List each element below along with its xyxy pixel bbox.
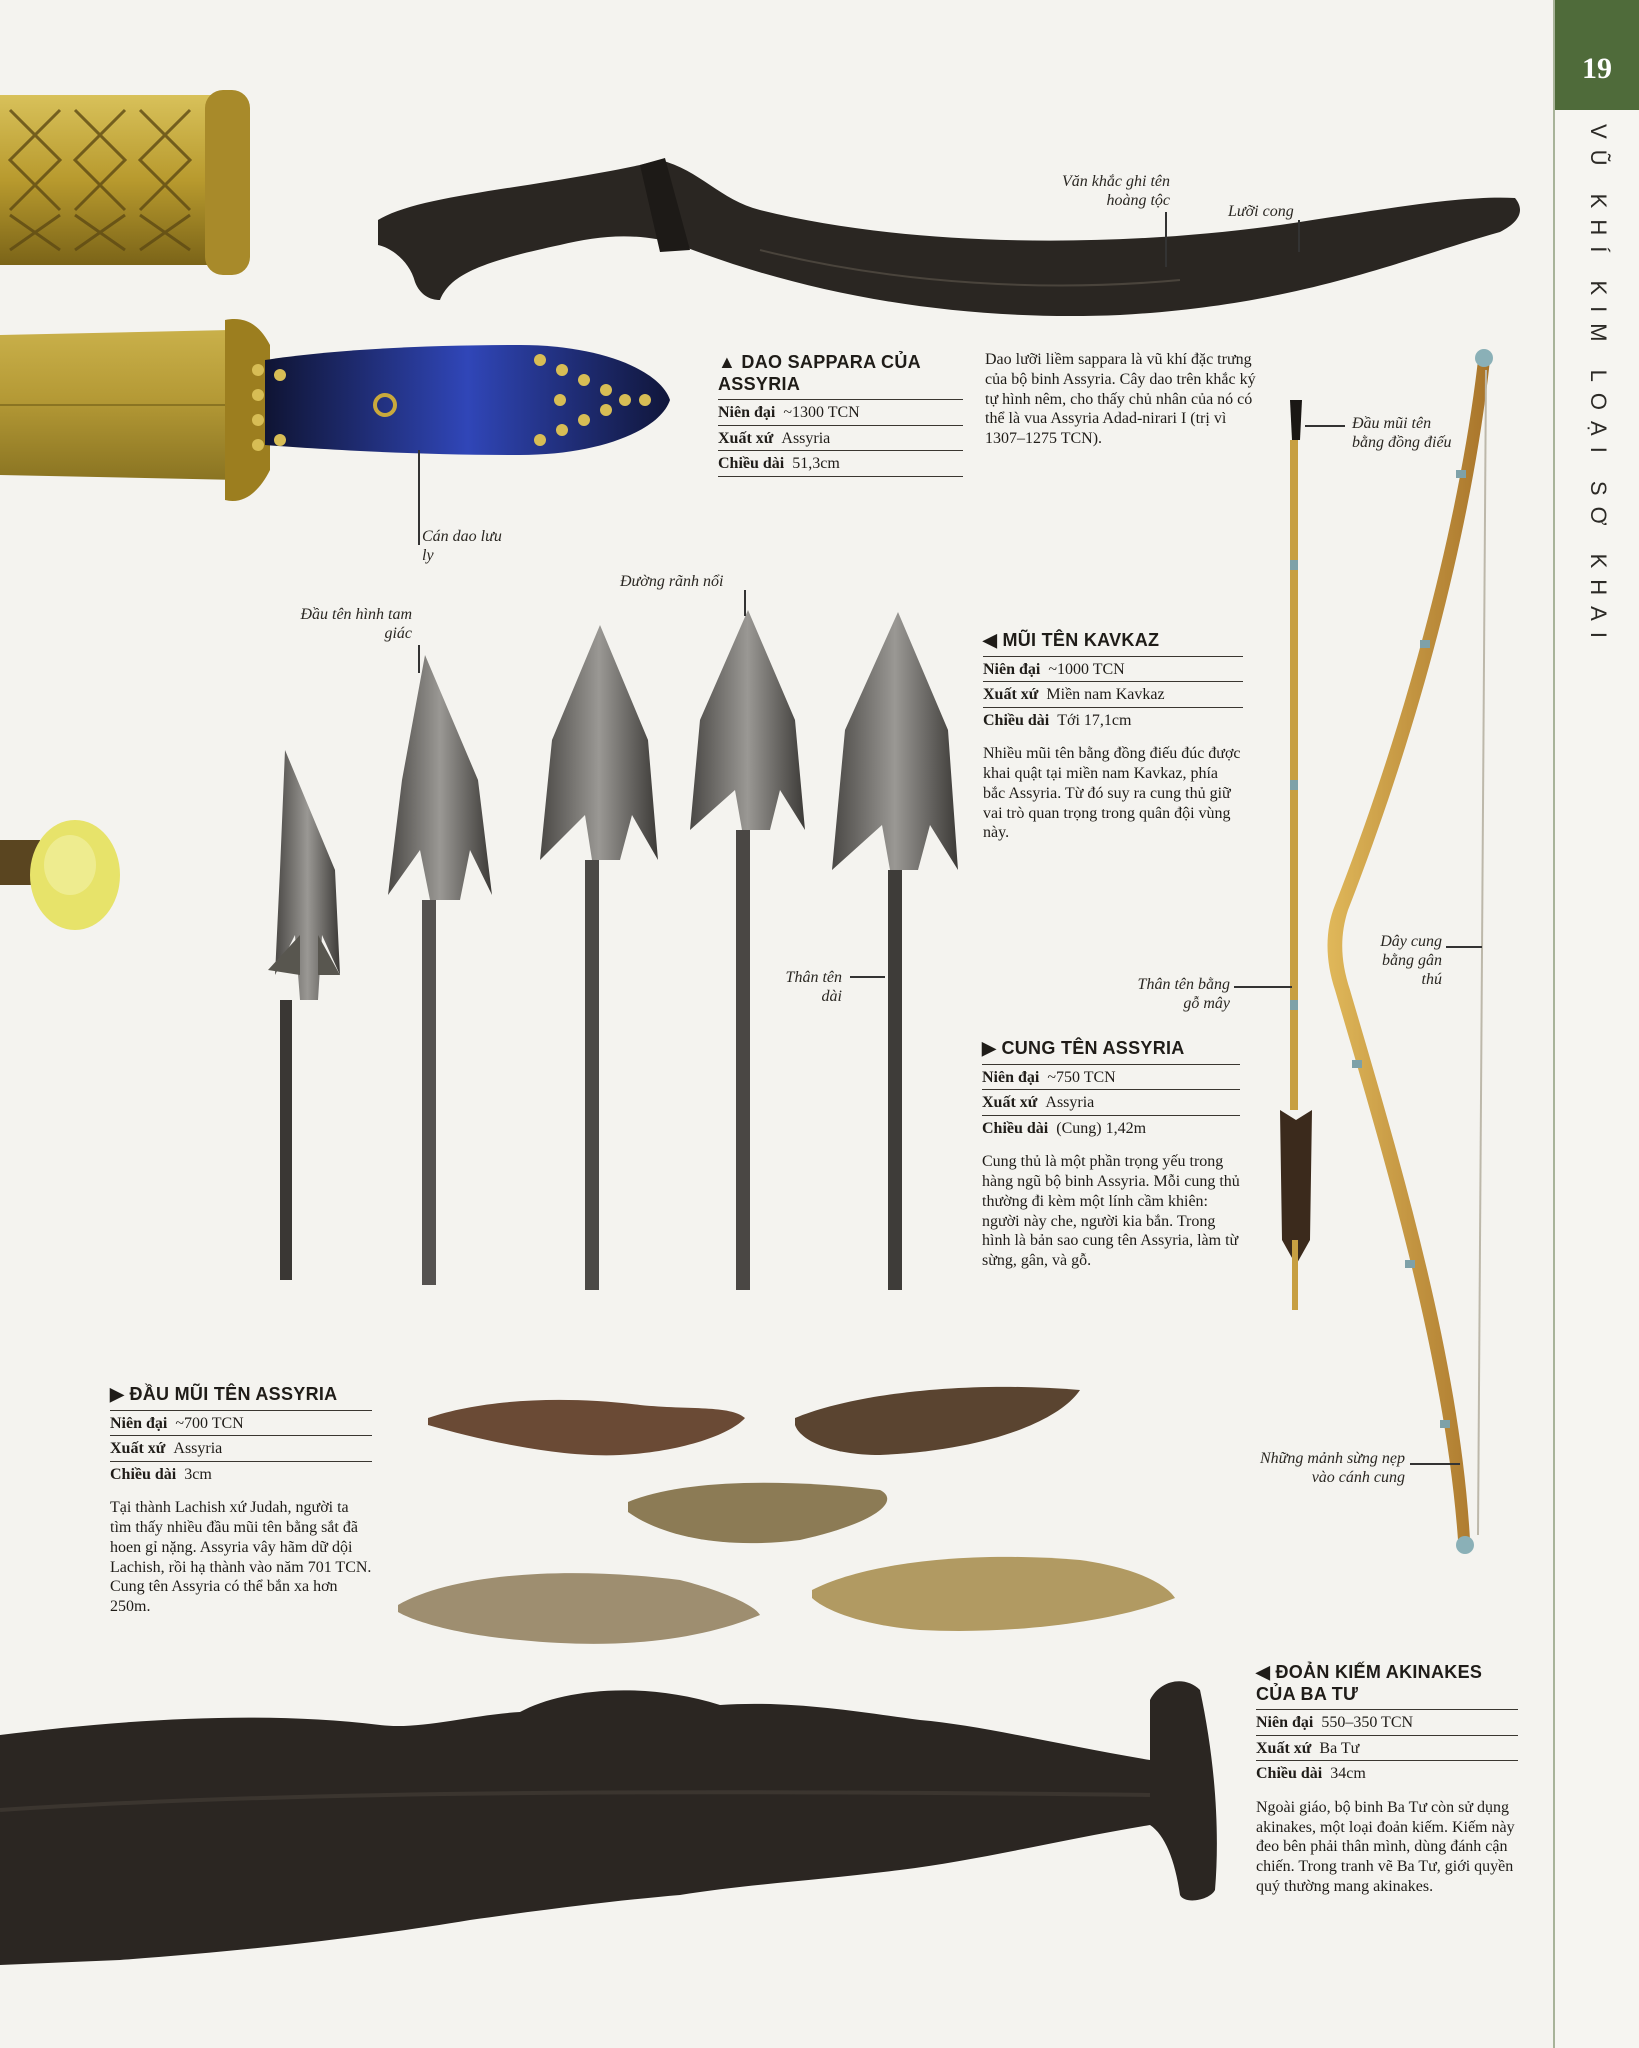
cung-description: Cung thủ là một phần trọng yếu trong hàng ngũ bộ binh Assyria. Mỗi cung thủ thường đi kèm một lính cầm khiên: người này che, người kia bắn. Trong hình là bản sao cung tên Assyria, làm từ sừng, gân, và gỗ. bbox=[982, 1153, 1240, 1270]
info-dau-mui-title: ▶ ĐẦU MŨI TÊN ASSYRIA bbox=[110, 1384, 338, 1404]
info-sappara bbox=[718, 352, 963, 477]
info-sappara-title: ▲ DAO SAPPARA CỦA ASSYRIA bbox=[718, 352, 921, 394]
akinakes-sword-image bbox=[0, 1681, 1217, 1965]
info-dau-mui bbox=[110, 1384, 372, 1617]
kavkaz-arrowheads-image bbox=[268, 610, 958, 1290]
sappara-sword-image bbox=[378, 158, 1520, 316]
label-can-dao: Cán dao lưu ly bbox=[422, 528, 502, 565]
arrowhead-5 bbox=[832, 612, 958, 1290]
info-kavkaz bbox=[983, 630, 1243, 843]
side-tab bbox=[1555, 0, 1639, 2048]
info-row: Xuất xứ Assyria bbox=[982, 1089, 1240, 1115]
info-row: Niên đại ~750 TCN bbox=[982, 1064, 1240, 1090]
label-than-ten-go: Thân tên bằng gỗ mây bbox=[1137, 976, 1230, 1013]
info-row: Niên đại ~1000 TCN bbox=[983, 656, 1243, 682]
arrowhead-3 bbox=[540, 625, 658, 1290]
arrowhead-2 bbox=[388, 655, 492, 1285]
assyrian-arrowheads-image bbox=[398, 1387, 1175, 1644]
info-row: Xuất xứ Ba Tư bbox=[1256, 1735, 1518, 1761]
info-row: Chiều dài (Cung) 1,42m bbox=[982, 1115, 1240, 1141]
info-row: Xuất xứ Assyria bbox=[718, 425, 963, 451]
dau-mui-description: Tại thành Lachish xứ Judah, người ta tìm thấy nhiều đầu mũi tên bằng sắt đã hoen gỉ nặng. Assyria vây hãm dữ dội Lachish, rồi hạ thành vào năm 701 TCN. Cung tên Assyria có thể bắn xa hơn 250m. bbox=[110, 1499, 372, 1616]
info-akinakes-title: ◀ ĐOẢN KIẾM AKINAKES CỦA BA TƯ bbox=[1256, 1662, 1483, 1704]
info-row: Chiều dài 34cm bbox=[1256, 1760, 1518, 1786]
info-row: Niên đại ~1300 TCN bbox=[718, 399, 963, 425]
leader-luoi-cong bbox=[1298, 220, 1300, 252]
info-row: Chiều dài Tới 17,1cm bbox=[983, 707, 1243, 733]
info-cung-title: ▶ CUNG TÊN ASSYRIA bbox=[982, 1038, 1185, 1058]
label-duong-ranh: Đường rãnh nổi bbox=[620, 573, 724, 590]
leader-dau-mui bbox=[1305, 425, 1345, 427]
ivory-pommel-image bbox=[0, 820, 120, 930]
leader-than-go bbox=[1234, 986, 1292, 988]
info-row: Niên đại ~700 TCN bbox=[110, 1410, 372, 1436]
info-row: Xuất xứ Assyria bbox=[110, 1435, 372, 1461]
sappara-description: Dao lưỡi liềm sappara là vũ khí đặc trưng của bộ binh Assyria. Cây dao trên khắc ký tự hình nêm, cho thấy chủ nhân của nó có thể là vua Assyria Adad-nirari I (trị vì 1307–1275 TCN). bbox=[985, 351, 1256, 448]
akinakes-description: Ngoài giáo, bộ binh Ba Tư còn sử dụng akinakes, một loại đoản kiếm. Kiếm này đeo bên phải thân mình, dùng đánh cận chiến. Trong tranh vẽ Ba Tư, giới quyền quý thường mang akinakes. bbox=[1256, 1798, 1515, 1896]
label-van-khac: Văn khắc ghi tên hoàng tộc bbox=[1062, 173, 1170, 210]
leader-than-ten bbox=[850, 976, 885, 978]
info-row: Chiều dài 51,3cm bbox=[718, 450, 963, 477]
gold-sheath-image bbox=[0, 90, 250, 275]
label-manh-sung: Những mảnh sừng nẹp vào cánh cung bbox=[1259, 1450, 1405, 1487]
arrowhead-4 bbox=[690, 610, 805, 1290]
leader-duong-ranh bbox=[744, 590, 746, 616]
leader-manh-sung bbox=[1410, 1463, 1460, 1465]
leader-van-khac bbox=[1165, 212, 1167, 267]
info-akinakes bbox=[1256, 1662, 1518, 1897]
label-luoi-cong: Lưỡi cong bbox=[1228, 203, 1294, 220]
chapter-title: VŨ KHÍ KIM LOẠI SƠ KHAI bbox=[1586, 124, 1611, 649]
label-dau-ten-tam-giac: Đầu tên hình tam giác bbox=[300, 606, 412, 643]
lapis-dagger-image bbox=[0, 319, 670, 501]
label-than-ten-dai: Thân tên dài bbox=[785, 969, 842, 1006]
label-day-cung: Dây cung bằng gân thú bbox=[1380, 933, 1442, 989]
leader-dau-ten bbox=[418, 645, 420, 673]
reed-arrow-image bbox=[1280, 400, 1312, 1310]
page-number: 19 bbox=[1582, 52, 1612, 85]
info-row: Niên đại 550–350 TCN bbox=[1256, 1709, 1518, 1735]
info-cung bbox=[982, 1038, 1240, 1271]
leader-can-dao bbox=[418, 450, 420, 545]
label-dau-mui-dong: Đầu mũi tên bằng đồng điếu bbox=[1352, 415, 1452, 452]
leader-day-cung bbox=[1446, 946, 1482, 948]
arrowhead-1 bbox=[268, 750, 340, 1280]
kavkaz-description: Nhiều mũi tên bằng đồng điếu đúc được khai quật tại miền nam Kavkaz, phía bắc Assyria. Từ đó suy ra cung thủ giữ vai trò quan trọng trong quân đội vùng này. bbox=[983, 745, 1241, 842]
info-row: Chiều dài 3cm bbox=[110, 1461, 372, 1487]
info-row: Xuất xứ Miền nam Kavkaz bbox=[983, 681, 1243, 707]
info-kavkaz-title: ◀ MŨI TÊN KAVKAZ bbox=[983, 630, 1160, 650]
